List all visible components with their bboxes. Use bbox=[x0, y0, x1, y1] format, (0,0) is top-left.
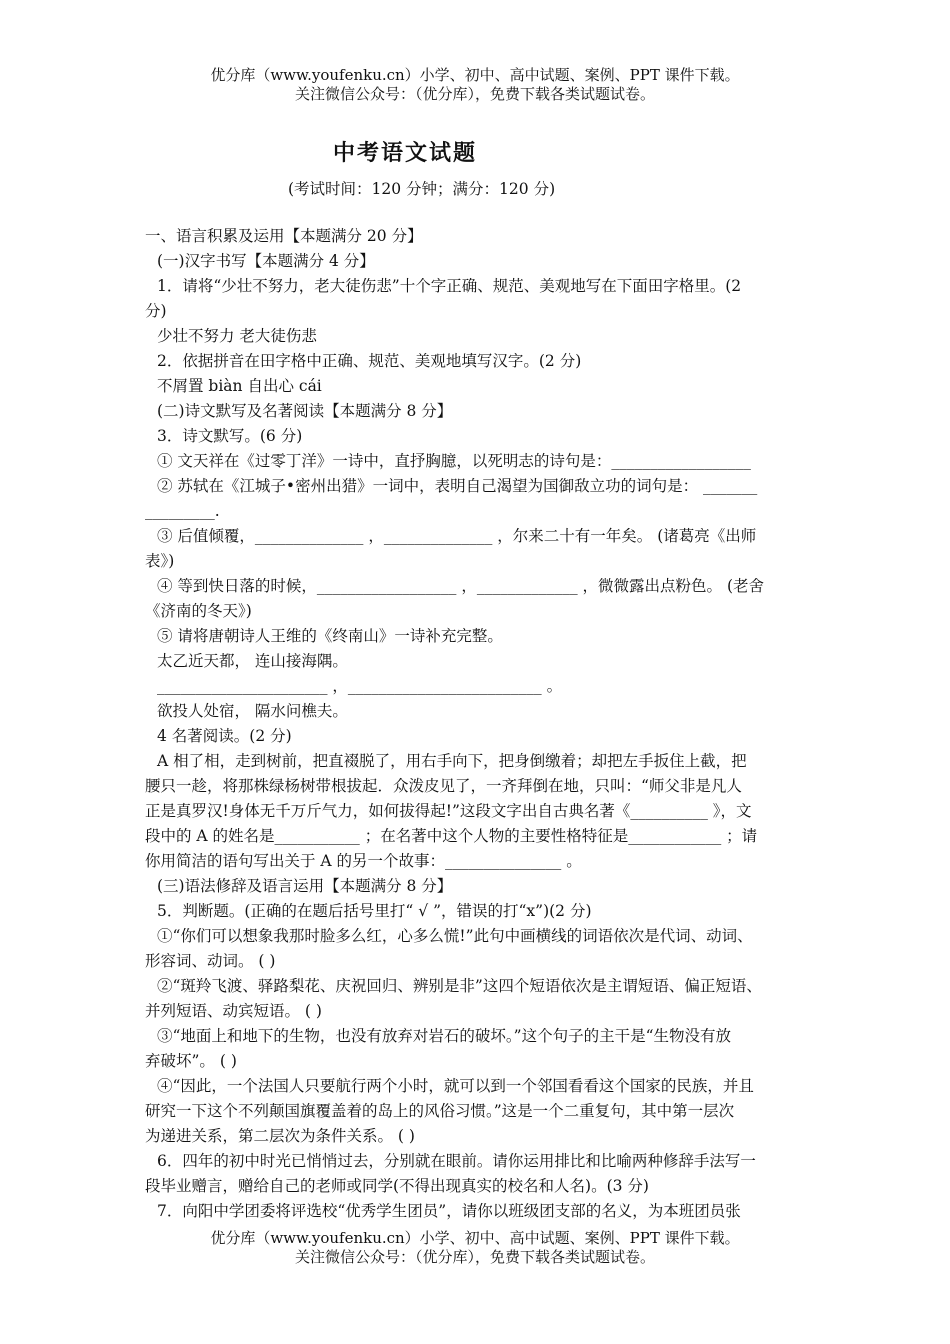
poem-line: 太乙近天都， 连山接海隅。 bbox=[157, 652, 348, 670]
passage-line: 腰只一趁，将那株绿杨树带根拔起．众泼皮见了，一齐拜倒在地，只叫：“师父非是凡人 bbox=[145, 777, 742, 795]
question-line: 段毕业赠言，赠给自己的老师或同学(不得出现真实的校名和人名)。(3 分) bbox=[145, 1177, 649, 1195]
subsection-heading: (一)汉字书写【本题满分 4 分】 bbox=[157, 252, 375, 270]
header-line-2: 关注微信公众号：（优分库），免费下载各类试题试卷。 bbox=[294, 85, 655, 103]
question-line: 研究一下这个不列颠国旗覆盖着的岛上的风俗习惯。”这是一个二重复句，其中第一层次 bbox=[145, 1102, 735, 1120]
page-header bbox=[0, 66, 950, 104]
question-line: ③“地面上和地下的生物，也没有放弃对岩石的破坏。”这个句子的主干是“生物没有放 bbox=[157, 1027, 732, 1045]
header-line-1: 优分库（www.youfenku.cn）小学、初中、高中试题、案例、PPT 课件下载。 bbox=[210, 66, 740, 84]
passage-line: 正是真罗汉!身体无千万斤气力，如何拔得起!”这段文字出自古典名著《__________ 》，文 bbox=[145, 802, 752, 820]
question-line: 6．四年的初中时光已悄悄过去，分别就在眼前。请你运用排比和比喻两种修辞手法写一 bbox=[157, 1152, 756, 1170]
poem-blank-line: ______________________ ，_________________________ 。 bbox=[157, 677, 563, 695]
question-line: ②“斑羚飞渡、驿路梨花、庆祝回归、辨别是非”这四个短语依次是主谓短语、偏正短语、 bbox=[157, 977, 762, 995]
question-line: ④“因此，一个法国人只要航行两个小时，就可以到一个邻国看看这个国家的民族，并且 bbox=[157, 1077, 754, 1095]
question-line: 为递进关系，第二层次为条件关系。 ( ) bbox=[145, 1127, 415, 1145]
subsection-heading: (三)语法修辞及语言运用【本题满分 8 分】 bbox=[157, 877, 453, 895]
page-footer bbox=[0, 1229, 950, 1267]
question-line: 7．向阳中学团委将评选校“优秀学生团员”，请你以班级团支部的名义，为本班团员张 bbox=[157, 1202, 741, 1220]
question-line: 表》) bbox=[145, 552, 175, 570]
question-line: ① 文天祥在《过零丁洋》一诗中，直抒胸臆，以死明志的诗句是：__________________ bbox=[157, 452, 751, 470]
question-line: ④ 等到快日落的时候，__________________ ，_____________ ，微微露出点粉色。 (老舍 bbox=[157, 577, 765, 595]
passage-line: 你用简洁的语句写出关于 A 的另一个故事：_______________ 。 bbox=[145, 852, 582, 870]
question-line: 《济南的冬天》) bbox=[145, 602, 252, 620]
poem-line: 欲投人处宿， 隔水问樵夫。 bbox=[157, 702, 348, 720]
question-line: 并列短语、动宾短语。 ( ) bbox=[145, 1002, 322, 1020]
question-line: 4 名著阅读。(2 分) bbox=[157, 727, 292, 745]
subsection-heading: (二)诗文默写及名著阅读【本题满分 8 分】 bbox=[157, 402, 453, 420]
passage-line: 段中的 A 的姓名是___________ ；在名著中这个人物的主要性格特征是____________ ；请 bbox=[145, 827, 758, 845]
question-line: 不屑置 biàn 自出心 cái bbox=[157, 377, 322, 395]
question-line: ③ 后值倾覆，______________ ，______________ ，尔来二十有一年矣。 (诸葛亮《出师 bbox=[157, 527, 757, 545]
question-line: 1．请将“少壮不努力，老大徒伤悲”十个字正确、规范、美观地写在下面田字格里。(2 bbox=[157, 277, 742, 295]
question-line: 弃破坏”。 ( ) bbox=[145, 1052, 237, 1070]
section-heading: 一、语言积累及运用【本题满分 20 分】 bbox=[145, 227, 423, 245]
question-line: ①“你们可以想象我那时脸多么红，心多么慌!”此句中画横线的词语依次是代词、动词、 bbox=[157, 927, 753, 945]
question-line: 形容词、动词。 ( ) bbox=[145, 952, 276, 970]
footer-line-1: 优分库（www.youfenku.cn）小学、初中、高中试题、案例、PPT 课件下载。 bbox=[210, 1229, 740, 1247]
page-title: 中考语文试题 bbox=[332, 140, 477, 166]
question-line: ⑤ 请将唐朝诗人王维的《终南山》一诗补充完整。 bbox=[157, 627, 503, 645]
question-line: 2．依据拼音在田字格中正确、规范、美观地填写汉字。(2 分) bbox=[157, 352, 582, 370]
exam-body bbox=[145, 224, 817, 1224]
passage-line: A 相了相，走到树前，把直裰脱了，用右手向下，把身倒缴着；却把左手扳住上截，把 bbox=[157, 752, 747, 770]
question-line: 少壮不努力 老大徒伤悲 bbox=[157, 327, 317, 345]
question-line: 3．诗文默写。(6 分) bbox=[157, 427, 303, 445]
footer-line-2: 关注微信公众号：（优分库），免费下载各类试题试卷。 bbox=[294, 1248, 655, 1266]
exam-info: (考试时间：120 分钟；满分：120 分) bbox=[288, 180, 556, 198]
question-line: _________. bbox=[145, 502, 220, 520]
question-line: ② 苏轼在《江城子•密州出猎》一词中，表明自己渴望为国御敌立功的词句是： _______ bbox=[157, 477, 758, 495]
question-line: 分) bbox=[145, 302, 167, 320]
question-line: 5．判断题。(正确的在题后括号里打“ √ ”，错误的打“x”)(2 分) bbox=[157, 902, 592, 920]
